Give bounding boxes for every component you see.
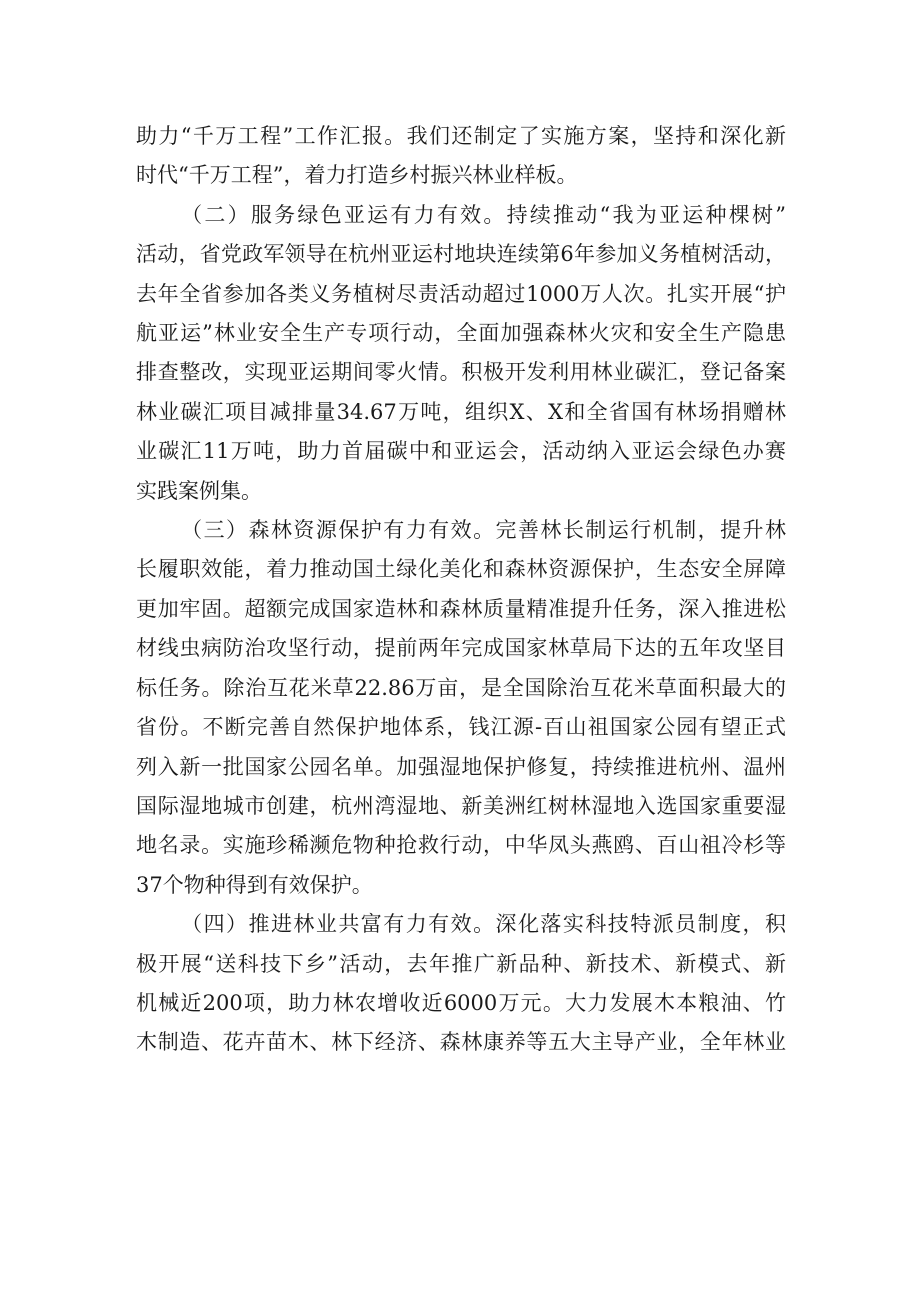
text-line: 地名录。实施珍稀濒危物种抢救行动，中华凤头燕鸥、百山祖冷杉等 xyxy=(136,833,786,858)
text-line: 去年全省参加各类义务植树尽责活动超过1000万人次。扎实开展“护 xyxy=(136,281,786,306)
text-line: 活动，省党政军领导在杭州亚运村地块连续第6年参加义务植树活动， xyxy=(136,242,786,267)
paragraph-forest-protection xyxy=(136,511,786,905)
text-line: 材线虫病防治攻坚行动，提前两年完成国家林草局下达的五年攻坚目 xyxy=(136,636,786,661)
text-line: 时代“千万工程”，着力打造乡村振兴林业样板。 xyxy=(136,163,578,188)
text-line: 省份。不断完善自然保护地体系，钱江源-百山祖国家公园有望正式 xyxy=(136,715,786,740)
paragraph-common-prosperity xyxy=(136,905,786,1063)
text-line: 极开展“送科技下乡”活动，去年推广新品种、新技术、新模式、新 xyxy=(136,951,786,976)
text-line: 标任务。除治互花米草22.86万亩，是全国除治互花米草面积最大的 xyxy=(136,675,786,700)
paragraph-green-asian-games xyxy=(136,196,786,511)
document-body xyxy=(136,117,786,1063)
text-line: 实践案例集。 xyxy=(136,478,262,503)
text-line: （三）森林资源保护有力有效。完善林长制运行机制，提升林 xyxy=(181,518,786,543)
text-line: 机械近200项，助力林农增收近6000万元。大力发展木本粮油、竹 xyxy=(136,990,786,1015)
text-line: 航亚运”林业安全生产专项行动，全面加强森林火灾和安全生产隐患 xyxy=(136,321,786,346)
text-line: 木制造、花卉苗木、林下经济、森林康养等五大主导产业，全年林业 xyxy=(136,1030,786,1055)
paragraph-continuation xyxy=(136,117,786,196)
text-line: 更加牢固。超额完成国家造林和森林质量精准提升任务，深入推进松 xyxy=(136,596,786,621)
text-line: 排查整改，实现亚运期间零火情。积极开发利用林业碳汇，登记备案 xyxy=(136,360,786,385)
text-line: （二）服务绿色亚运有力有效。持续推动“我为亚运种棵树” xyxy=(181,202,786,227)
text-line: 37个物种得到有效保护。 xyxy=(136,872,373,897)
text-line: 助力“千万工程”工作汇报。我们还制定了实施方案，坚持和深化新 xyxy=(136,124,786,148)
text-line: 长履职效能，着力推动国土绿化美化和森林资源保护，生态安全屏障 xyxy=(136,557,786,582)
text-line: 列入新一批国家公园名单。加强湿地保护修复，持续推进杭州、温州 xyxy=(136,754,786,779)
text-line: 林业碳汇项目减排量34.67万吨，组织X、X和全省国有林场捐赠林 xyxy=(136,399,786,424)
text-line: （四）推进林业共富有力有效。深化落实科技特派员制度，积 xyxy=(181,912,786,937)
text-line: 国际湿地城市创建，杭州湾湿地、新美洲红树林湿地入选国家重要湿 xyxy=(136,793,786,818)
text-line: 业碳汇11万吨，助力首届碳中和亚运会，活动纳入亚运会绿色办赛 xyxy=(136,439,786,464)
